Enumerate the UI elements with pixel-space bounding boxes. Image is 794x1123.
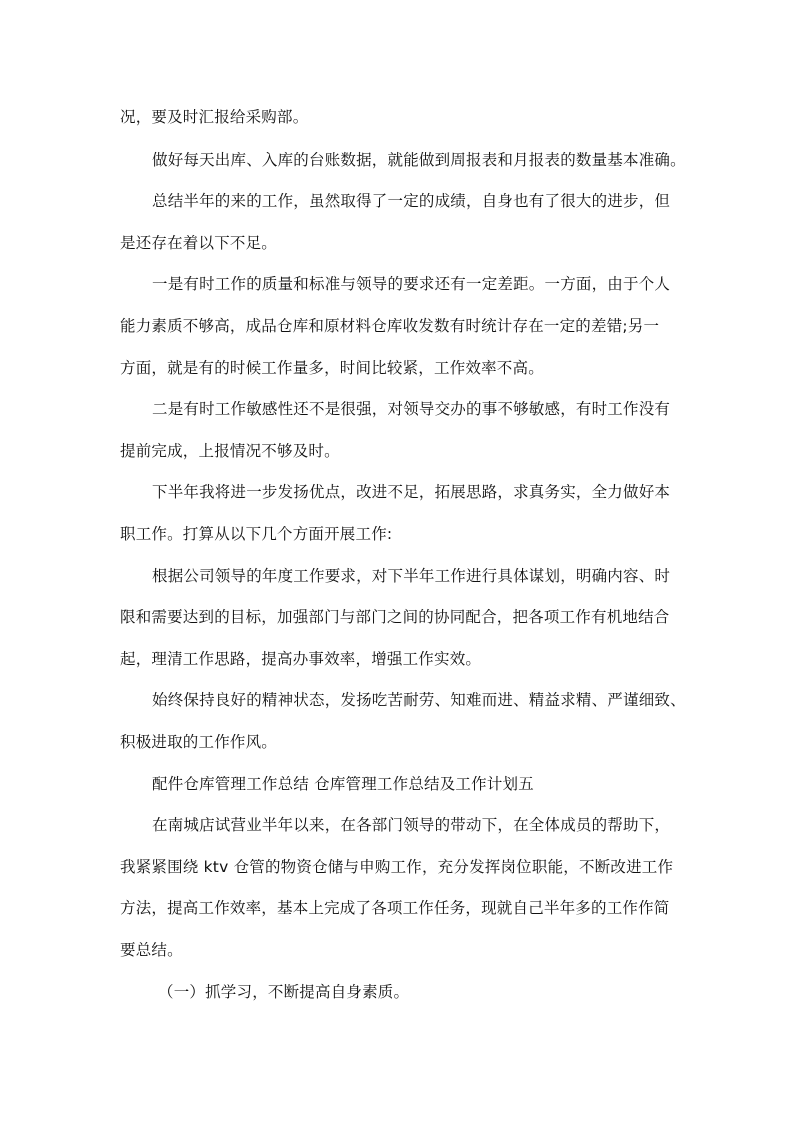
paragraph-line: 是还存在着以下不足。 — [120, 234, 278, 252]
paragraph-line: 始终保持良好的精神状态，发扬吃苦耐劳、知难而进、精益求精、严谨细致、 — [152, 691, 686, 709]
paragraph-line: 职工作。打算从以下几个方面开展工作: — [120, 525, 393, 543]
paragraph-line: 能力素质不够高，成品仓库和原材料仓库收发数有时统计存在一定的差错;另一 — [120, 317, 660, 335]
paragraph-line: 况，要及时汇报给采购部。 — [120, 108, 309, 126]
paragraph-line: 方法，提高工作效率，基本上完成了各项工作任务，现就自己半年多的工作作简 — [120, 899, 670, 917]
paragraph-line: 我紧紧围绕 ktv 仓管的物资仓储与申购工作，充分发挥岗位职能，不断改进工作 — [120, 858, 674, 876]
paragraph-line: 做好每天出库、入库的台账数据，就能做到周报表和月报表的数量基本准确。 — [152, 151, 686, 169]
paragraph-line: 一是有时工作的质量和标准与领导的要求还有一定差距。一方面，由于个人 — [152, 275, 671, 293]
paragraph-line: 方面，就是有的时候工作量多，时间比较紧，工作效率不高。 — [120, 359, 544, 377]
paragraph-line: 积极进取的工作作风。 — [120, 733, 278, 751]
paragraph-line: 在南城店试营业半年以来，在各部门领导的带动下，在全体成员的帮助下， — [152, 816, 671, 834]
paragraph-line: 限和需要达到的目标，加强部门与部门之间的协同配合，把各项工作有机地结合 — [120, 608, 670, 626]
paragraph-line: 下半年我将进一步发扬优点，改进不足，拓展思路，求真务实，全力做好本 — [152, 483, 671, 501]
paragraph-line: 根据公司领导的年度工作要求，对下半年工作进行具体谋划，明确内容、时 — [152, 567, 671, 585]
subsection-heading: （一）抓学习，不断提高自身素质。 — [158, 983, 410, 1001]
paragraph-line: 总结半年的来的工作，虽然取得了一定的成绩，自身也有了很大的进步，但 — [152, 192, 671, 210]
paragraph-line: 要总结。 — [120, 941, 183, 959]
paragraph-line: 提前完成，上报情况不够及时。 — [120, 442, 340, 460]
paragraph-line: 起，理清工作思路，提高办事效率，增强工作实效。 — [120, 650, 482, 668]
section-heading: 配件仓库管理工作总结 仓库管理工作总结及工作计划五 — [152, 775, 534, 793]
paragraph-line: 二是有时工作敏感性还不是很强，对领导交办的事不够敏感，有时工作没有 — [152, 400, 671, 418]
